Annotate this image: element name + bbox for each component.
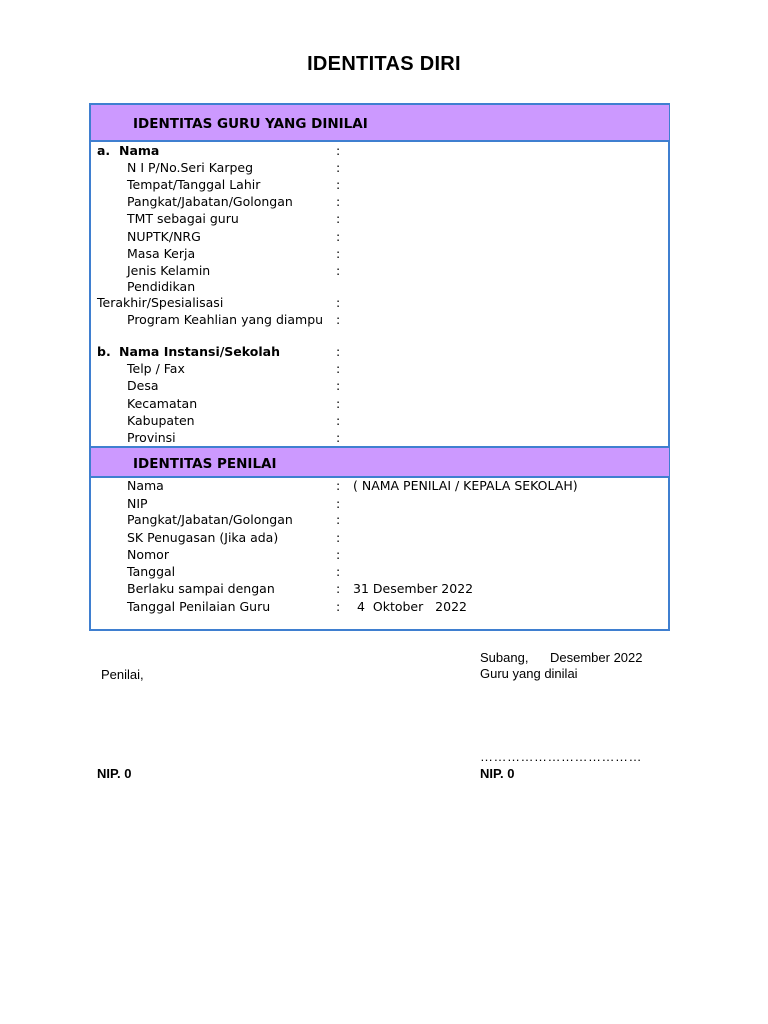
field-colon: : <box>336 547 341 562</box>
field-label-instansi: Nama Instansi/Sekolah <box>119 344 280 359</box>
field-label-nama-penilai: Nama <box>127 478 164 493</box>
field-colon: : <box>336 512 341 527</box>
field-label-pangkat: Pangkat/Jabatan/Golongan <box>127 194 293 209</box>
field-label-tanggal: Tanggal <box>127 564 176 579</box>
field-label-masa-kerja: Masa Kerja <box>127 246 196 261</box>
field-label-berlaku: Berlaku sampai dengan <box>127 581 275 596</box>
field-colon: : <box>336 478 341 493</box>
field-colon: : <box>336 396 341 411</box>
field-colon: : <box>336 564 341 579</box>
section-header-guru-label: IDENTITAS GURU YANG DINILAI <box>133 116 368 132</box>
marker-a: a. <box>97 143 111 158</box>
field-label-ttl: Tempat/Tanggal Lahir <box>127 177 261 192</box>
signature-date: Desember 2022 <box>550 650 643 665</box>
field-colon: : <box>336 430 341 445</box>
field-colon: : <box>336 413 341 428</box>
section-header-guru <box>91 105 669 142</box>
field-colon: : <box>336 143 341 158</box>
field-label-provinsi: Provinsi <box>127 430 176 445</box>
signature-place: Subang, <box>480 650 529 665</box>
field-label-kecamatan: Kecamatan <box>127 396 198 411</box>
field-label-nip-penilai: NIP <box>127 496 148 511</box>
field-label-telp: Telp / Fax <box>127 361 185 376</box>
field-colon: : <box>336 295 341 310</box>
guru-dinilai-label: Guru yang dinilai <box>480 666 578 681</box>
nip-penilai: NIP. 0 <box>97 766 132 781</box>
field-colon: : <box>336 263 341 278</box>
field-colon: : <box>336 361 341 376</box>
field-colon: : <box>336 312 341 327</box>
field-label-nuptk: NUPTK/NRG <box>127 229 201 244</box>
field-colon: : <box>336 194 341 209</box>
field-colon: : <box>336 160 341 175</box>
signature-line: ……………………………… <box>480 749 642 764</box>
field-colon: : <box>336 344 341 359</box>
field-colon: : <box>336 246 341 261</box>
field-value-tanggal-penilaian: 4 Oktober 2022 <box>353 599 467 614</box>
field-label-sk-penugasan: SK Penugasan (Jika ada) <box>127 530 279 545</box>
field-colon: : <box>336 581 341 596</box>
field-colon: : <box>336 211 341 226</box>
field-colon: : <box>336 599 341 614</box>
section-header-penilai <box>91 446 669 478</box>
field-label-spesialisasi: Terakhir/Spesialisasi <box>97 295 224 310</box>
field-colon: : <box>336 530 341 545</box>
field-colon: : <box>336 496 341 511</box>
marker-b: b. <box>97 344 111 359</box>
field-label-nama: Nama <box>119 143 160 158</box>
field-value-berlaku: 31 Desember 2022 <box>353 581 474 596</box>
field-label-jenis-kelamin: Jenis Kelamin <box>127 263 211 278</box>
field-colon: : <box>336 378 341 393</box>
field-colon: : <box>336 177 341 192</box>
field-label-kabupaten: Kabupaten <box>127 413 195 428</box>
field-colon: : <box>336 229 341 244</box>
field-label-pendidikan: Pendidikan <box>127 279 196 294</box>
field-value-nama-penilai: ( NAMA PENILAI / KEPALA SEKOLAH) <box>353 478 578 493</box>
penilai-label: Penilai, <box>101 667 144 682</box>
field-label-nomor: Nomor <box>127 547 169 562</box>
field-label-tmt: TMT sebagai guru <box>127 211 239 226</box>
field-label-program-keahlian: Program Keahlian yang diampu <box>127 312 324 327</box>
section-header-penilai-label: IDENTITAS PENILAI <box>133 456 277 472</box>
field-label-desa: Desa <box>127 378 159 393</box>
page-title: IDENTITAS DIRI <box>307 53 461 75</box>
field-label-pangkat-penilai: Pangkat/Jabatan/Golongan <box>127 512 293 527</box>
field-label-nip-karpeg: N I P/No.Seri Karpeg <box>127 160 254 175</box>
field-label-tanggal-penilaian: Tanggal Penilaian Guru <box>127 599 271 614</box>
nip-guru: NIP. 0 <box>480 766 515 781</box>
